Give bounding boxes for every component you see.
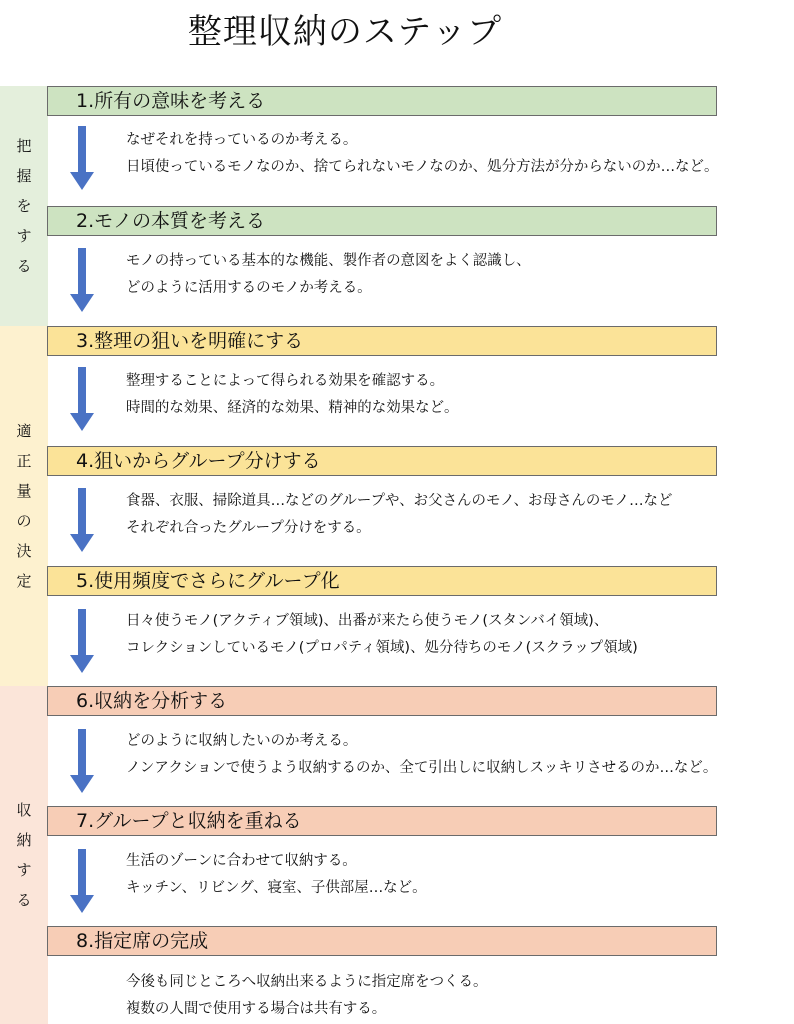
step-3-description [126,368,794,422]
band-char: す [16,227,32,245]
band-grasp [0,86,48,326]
step-5-box: 5.使用頻度でさらにグループ化 [47,566,717,596]
step-8-box: 8.指定席の完成 [47,926,717,956]
description-line: 日々使うモノ(アクティブ領域)、出番が来たら使うモノ(スタンバイ領域)、 [126,613,609,629]
band-char: を [16,197,32,215]
description-line: ノンアクションで使うよう収納するのか、全て引出しに収納しスッキリさせるのか…など。 [126,760,718,776]
band-char: 定 [16,572,32,590]
step-6-box: 6.収納を分析する [47,686,717,716]
down-arrow-icon [70,126,94,190]
step-4-description [126,488,794,542]
step-6-description [126,728,794,782]
description-line: なぜそれを持っているのか考える。 [126,132,358,148]
down-arrow-icon [70,609,94,673]
band-char: 納 [16,831,32,849]
step-7-box: 7.グループと収納を重ねる [47,806,717,836]
description-line: 生活のゾーンに合わせて収納する。 [126,853,357,869]
down-arrow-icon [70,488,94,552]
description-line: 食器、衣服、掃除道具…などのグループや、お父さんのモノ、お母さんのモノ…など [126,493,673,509]
band-label-optimal-quantity [16,416,31,596]
step-1-description [126,127,794,181]
step-5-description [126,608,794,662]
step-2-box: 2.モノの本質を考える [47,206,717,236]
description-line: コレクションしているモノ(プロパティ領域)、処分待ちのモノ(スクラップ領域) [126,640,638,656]
band-label-storage [16,795,31,915]
band-char: 決 [16,542,32,560]
band-optimal-quantity [0,326,48,686]
description-line: それぞれ合ったグループ分けをする。 [126,520,371,536]
description-line: キッチン、リビング、寝室、子供部屋…など。 [126,880,427,896]
down-arrow-icon [70,248,94,312]
step-1-box: 1.所有の意味を考える [47,86,717,116]
band-char: る [16,891,32,909]
down-arrow-icon [70,367,94,431]
band-char: 適 [16,422,32,440]
description-line: 複数の人間で使用する場合は共有する。 [126,1001,387,1017]
description-line: 日頃使っているモノなのか、捨てられないモノなのか、処分方法が分からないのか…など。 [126,159,719,175]
step-7-description [126,848,794,902]
description-line: モノの持っている基本的な機能、製作者の意図をよく認識し、 [126,253,531,269]
step-3-box: 3.整理の狙いを明確にする [47,326,717,356]
step-8-description [126,969,794,1023]
description-line: どのように活用するのモノか考える。 [126,280,372,296]
band-char: 収 [16,801,32,819]
description-line: 整理することによって得られる効果を確認する。 [126,373,445,389]
band-char: 握 [16,167,32,185]
description-line: 時間的な効果、経済的な効果、精神的な効果など。 [126,400,459,416]
down-arrow-icon [70,849,94,913]
band-label-grasp [16,131,31,281]
band-char: 正 [16,452,32,470]
band-char: の [16,512,32,530]
band-char: 量 [16,482,32,500]
down-arrow-icon [70,729,94,793]
band-char: 把 [16,137,32,155]
band-char: す [16,861,32,879]
description-line: どのように収納したいのか考える。 [126,733,358,749]
band-storage [0,686,48,1024]
band-char: る [16,257,32,275]
page-title: 整理収納のステップ [187,12,503,52]
description-line: 今後も同じところへ収納出来るように指定席をつくる。 [126,974,488,990]
step-4-box: 4.狙いからグループ分けする [47,446,717,476]
step-2-description [126,248,794,302]
